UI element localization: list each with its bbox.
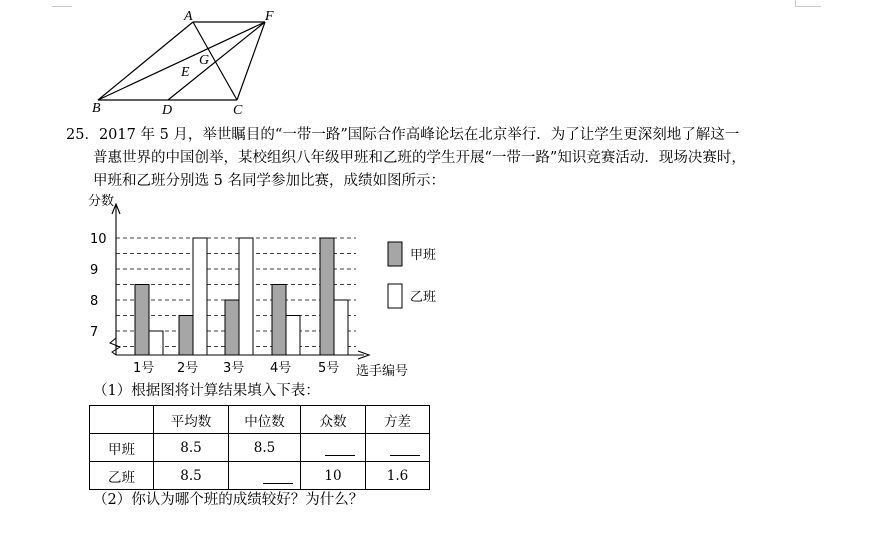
bar-yi-3 (239, 238, 253, 355)
answer-blank[interactable] (390, 441, 420, 456)
corner-mark-right (795, 0, 821, 7)
table-header-row (90, 406, 430, 434)
header-cell-median: 中位数 (229, 406, 301, 434)
cell-median: 8.5 (229, 434, 301, 462)
axis-break-zigzag (110, 338, 120, 355)
point-label-c: C (233, 103, 243, 118)
y-tick-label: 7 (90, 325, 99, 340)
x-tick-labels (133, 361, 339, 376)
cell-mode[interactable] (301, 434, 366, 462)
table-row (90, 434, 430, 462)
question-line-3: 甲班和乙班分别选 5 名同学参加比赛，成绩如图所示： (93, 173, 445, 189)
sub-question-1: （1）根据图将计算结果填入下表： (93, 383, 320, 399)
axis-break-mark (110, 338, 120, 355)
point-label-d: D (162, 103, 173, 118)
bar-jia-4 (272, 285, 286, 356)
y-tick-label: 10 (90, 232, 107, 247)
answer-blank[interactable] (263, 469, 293, 484)
x-tick-label: 3号 (223, 361, 245, 376)
legend-label: 乙班 (410, 290, 437, 305)
point-label-b: B (92, 101, 101, 116)
point-label-a: A (184, 9, 193, 24)
chart-bars (135, 238, 348, 355)
bar-yi-4 (286, 316, 300, 356)
corner-mark-left (52, 0, 72, 7)
x-tick-label: 2号 (177, 361, 199, 376)
header-cell-mean: 平均数 (154, 406, 229, 434)
bar-jia-5 (320, 238, 334, 355)
table-row (90, 462, 430, 490)
x-tick-label: 5号 (318, 361, 340, 376)
row-name: 甲班 (90, 434, 154, 462)
cell-median[interactable] (229, 462, 301, 490)
header-cell-mode: 众数 (301, 406, 366, 434)
legend-label: 甲班 (410, 248, 437, 263)
y-tick-labels (90, 232, 107, 340)
cell-mean: 8.5 (154, 434, 229, 462)
cell-variance[interactable] (366, 434, 430, 462)
parallelogram-figure (80, 0, 280, 118)
x-axis-label: 选手编号 (356, 364, 409, 379)
bar-jia-1 (135, 285, 149, 356)
y-tick-label: 9 (90, 263, 99, 278)
point-label-g: G (199, 53, 210, 68)
legend-swatch (388, 284, 402, 308)
y-axis-label: 分数 (88, 194, 115, 209)
results-table (89, 405, 430, 490)
answer-blank[interactable] (325, 441, 355, 456)
cell-variance: 1.6 (366, 462, 430, 490)
score-bar-chart (86, 192, 437, 382)
cell-mode: 10 (301, 462, 366, 490)
bar-jia-3 (225, 300, 239, 355)
point-label-e: E (181, 65, 190, 80)
bar-yi-2 (193, 238, 207, 355)
cell-mean: 8.5 (154, 462, 229, 490)
point-label-f: F (265, 9, 274, 24)
bar-jia-2 (179, 316, 193, 356)
header-cell-variance: 方差 (366, 406, 430, 434)
question-line-1: 25．2017 年 5 月，举世瞩目的“一带一路”国际合作高峰论坛在北京举行．为了让学生更深刻地了解这一 (66, 127, 740, 143)
row-name: 乙班 (90, 462, 154, 490)
y-tick-label: 8 (90, 294, 99, 309)
bar-yi-1 (149, 331, 163, 355)
header-cell-empty (90, 406, 154, 434)
x-tick-label: 4号 (270, 361, 292, 376)
question-line-2: 普惠世界的中国创举，某校组织八年级甲班和乙班的学生开展“一带一路”知识竞赛活动．现场决赛时， (93, 150, 746, 166)
bar-yi-5 (334, 300, 348, 355)
sub-question-2: （2）你认为哪个班的成绩较好？为什么？ (93, 492, 364, 508)
legend-swatch (388, 242, 402, 266)
chart-legend (388, 242, 436, 308)
x-tick-label: 1号 (133, 361, 155, 376)
